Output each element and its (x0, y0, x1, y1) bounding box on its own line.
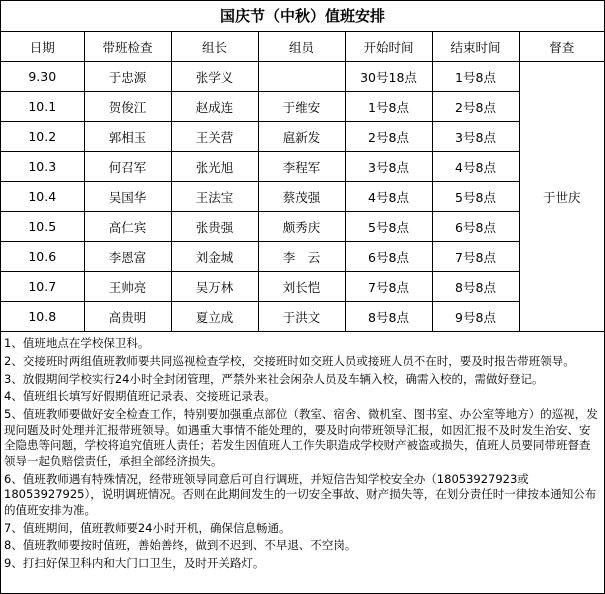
duty-table (1, 32, 604, 332)
cell-end: 6号8点 (432, 212, 519, 242)
table-row (1, 92, 604, 122)
cell-leader: 张贵强 (171, 212, 258, 242)
cell-member: 于洪文 (258, 302, 345, 332)
cell-leader: 夏立成 (171, 302, 258, 332)
table-row (1, 182, 604, 212)
table-header-row (1, 32, 604, 62)
note-item: 4、值班组长填写好假期值班记录表、交接班记录表。 (4, 389, 276, 404)
note-item: 5、值班教师要做好安全检查工作，特别要加强重点部位（教室、宿舍、微机室、图书室、办公室等地方）的巡视，发现问题及时处理并汇报带班领导。如遇重大事情不能处理的，要及时向带班领导汇报，如因汇报不及时发生治安、安全隐患等问题，学校将追究值班人责任；若发生因值班人工作失职造成学校财产被盗或损失，值班人员要同带班督查领导一起负赔偿责任，承担全部经济损失。 (4, 407, 598, 468)
cell-leader: 赵成连 (171, 92, 258, 122)
cell-supervisor: 于世庆 (519, 62, 604, 332)
table-row (1, 62, 604, 92)
cell-start: 5号8点 (345, 212, 432, 242)
page-title: 国庆节（中秋）值班安排 (1, 1, 604, 32)
note-item: 6、值班教师遇有特殊情况，经带班领导同意后可自行调班，并短信告知学校安全办（18053927923或18053927925），说明调班情况。否则在此期间发生的一切安全事故、财产损失等，在划分责任时一律按本通知公布的值班安排为准。 (4, 471, 597, 517)
cell-start: 30号18点 (345, 62, 432, 92)
cell-member (258, 62, 345, 92)
cell-date: 10.2 (1, 122, 84, 152)
table-row (1, 242, 604, 272)
cell-leader: 王法宝 (171, 182, 258, 212)
notes-section (1, 332, 604, 572)
cell-duty: 高仁宾 (84, 212, 171, 242)
cell-duty: 于忠源 (84, 62, 171, 92)
header-end-time: 结束时间 (432, 32, 519, 62)
cell-end: 3号8点 (432, 122, 519, 152)
header-supervisor: 督查 (519, 32, 604, 62)
table-row (1, 152, 604, 182)
note-item: 3、放假期间学校实行24小时全封闭管理，严禁外来社会闲杂人员及车辆入校，确需入校的，需做好登记。 (4, 371, 544, 386)
header-group-leader: 组长 (171, 32, 258, 62)
cell-end: 1号8点 (432, 62, 519, 92)
cell-duty: 李恩富 (84, 242, 171, 272)
cell-leader: 张光旭 (171, 152, 258, 182)
cell-member: 刘长恺 (258, 272, 345, 302)
cell-start: 3号8点 (345, 152, 432, 182)
cell-start: 4号8点 (345, 182, 432, 212)
cell-date: 10.6 (1, 242, 84, 272)
note-item: 8、值班教师要按时值班，善始善终，做到不迟到、不早退、不空岗。 (4, 538, 357, 553)
header-duty-check: 带班检查 (84, 32, 171, 62)
cell-end: 9号8点 (432, 302, 519, 332)
cell-date: 10.1 (1, 92, 84, 122)
cell-start: 1号8点 (345, 92, 432, 122)
cell-date: 9.30 (1, 62, 84, 92)
cell-member: 李程军 (258, 152, 345, 182)
cell-member: 颇秀庆 (258, 212, 345, 242)
cell-member: 李 云 (258, 242, 345, 272)
table-row (1, 272, 604, 302)
note-item: 9、打扫好保卫科内和大门口卫生，及时开关路灯。 (4, 556, 265, 571)
cell-member: 蔡茂强 (258, 182, 345, 212)
cell-start: 8号8点 (345, 302, 432, 332)
cell-duty: 何召军 (84, 152, 171, 182)
cell-end: 7号8点 (432, 242, 519, 272)
cell-duty: 郭相玉 (84, 122, 171, 152)
note-item: 2、交接班时两组值班教师要共同巡视检查学校，交接班时如交班人员或接班人员不在时，要及时报告带班领导。 (4, 353, 575, 368)
cell-end: 8号8点 (432, 272, 519, 302)
header-start-time: 开始时间 (345, 32, 432, 62)
cell-end: 2号8点 (432, 92, 519, 122)
table-row (1, 302, 604, 332)
cell-duty: 贺俊江 (84, 92, 171, 122)
cell-member: 扈新发 (258, 122, 345, 152)
cell-date: 10.4 (1, 182, 84, 212)
cell-leader: 张学义 (171, 62, 258, 92)
note-item: 7、值班期间，值班教师要24小时开机，确保信息畅通。 (4, 520, 291, 535)
table-row (1, 122, 604, 152)
cell-end: 4号8点 (432, 152, 519, 182)
cell-duty: 高贵明 (84, 302, 171, 332)
note-item: 1、值班地点在学校保卫科。 (4, 336, 150, 350)
cell-date: 10.5 (1, 212, 84, 242)
cell-leader: 吴万林 (171, 272, 258, 302)
cell-date: 10.7 (1, 272, 84, 302)
cell-duty: 王帅亮 (84, 272, 171, 302)
cell-duty: 吴国华 (84, 182, 171, 212)
cell-member: 于维安 (258, 92, 345, 122)
cell-leader: 王关营 (171, 122, 258, 152)
cell-start: 2号8点 (345, 122, 432, 152)
cell-date: 10.8 (1, 302, 84, 332)
header-group-member: 组员 (258, 32, 345, 62)
cell-leader: 刘金城 (171, 242, 258, 272)
header-date: 日期 (1, 32, 84, 62)
cell-end: 5号8点 (432, 182, 519, 212)
cell-start: 7号8点 (345, 272, 432, 302)
cell-date: 10.3 (1, 152, 84, 182)
table-row (1, 212, 604, 242)
cell-start: 6号8点 (345, 242, 432, 272)
